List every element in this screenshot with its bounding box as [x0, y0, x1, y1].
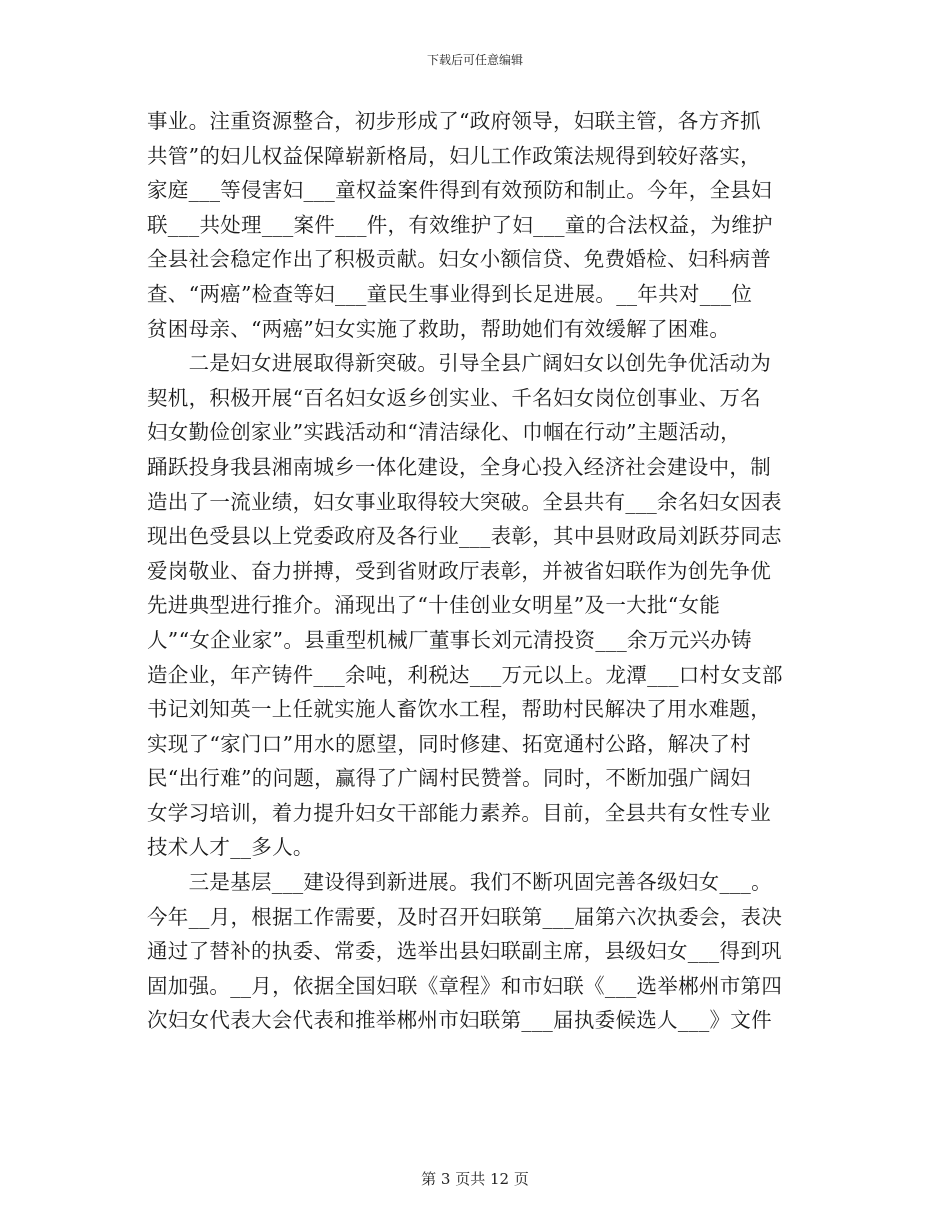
- page-header: 下载后可任意编辑: [426, 53, 523, 67]
- text-line: 造出了一流业绩，妇女事业取得较大突破。全县共有___余名妇女因表: [147, 489, 782, 514]
- text-line: 查、“两癌”检查等妇___童民生事业得到长足进展。__年共对___位: [147, 281, 753, 306]
- text-line: 女学习培训，着力提升妇女干部能力素养。目前，全县共有女性专业: [147, 800, 771, 825]
- text-line: 次妇女代表大会代表和推举郴州市妇联第___届执委候选人___》文件: [147, 1008, 772, 1033]
- text-line: 技术人才__多人。: [147, 835, 314, 860]
- text-line: 三是基层___建设得到新进展。我们不断巩固完善各级妇女___。: [147, 870, 772, 895]
- text-line: 造企业，年产铸件___余吨，利税达___万元以上。龙潭___口村女支部: [147, 662, 783, 687]
- text-line: 固加强。__月，依据全国妇联《章程》和市妇联《___选举郴州市第四: [147, 973, 783, 998]
- text-line: 实现了“家门口”用水的愿望，同时修建、拓宽通村公路，解决了村: [147, 731, 751, 756]
- text-line: 共管”的妇儿权益保障崭新格局，妇儿工作政策法规得到较好落实，: [147, 143, 761, 168]
- page-footer: 第 3 页共 12 页: [421, 1170, 529, 1188]
- text-line: 民“出行难”的问题，赢得了广阔村民赞誉。同时，不断加强广阔妇: [147, 766, 751, 791]
- text-line: 人”“女企业家”。县重型机械厂董事长刘元清投资___余万元兴办铸: [147, 627, 752, 652]
- text-line: 书记刘知英一上任就实施人畜饮水工程，帮助村民解决了用水难题，: [147, 697, 771, 722]
- text-line: 通过了替补的执委、常委，选举出县妇联副主席，县级妇女___得到巩: [147, 939, 782, 964]
- document-body: [147, 104, 807, 1038]
- text-line: 先进典型进行推介。涌现出了“十佳创业女明星”及一大批“女能: [147, 593, 721, 618]
- text-line: 现出色受县以上党委政府及各行业___表彰，其中县财政局刘跃芬同志: [147, 524, 782, 549]
- text-line: 今年__月，根据工作需要，及时召开妇联第___届第六次执委会，表决: [147, 904, 783, 929]
- text-line: 全县社会稳定作出了积极贡献。妇女小额信贷、免费婚检、妇科病普: [147, 247, 771, 272]
- text-line: 妇女勤俭创家业”实践活动和“清洁绿化、巾帼在行动”主题活动，: [147, 420, 741, 445]
- text-line: 贫困母亲、“两癌”妇女实施了救助，帮助她们有效缓解了困难。: [147, 316, 731, 341]
- text-line: 爱岗敬业、奋力拼搏，受到省财政厅表彰，并被省妇联作为创先争优: [147, 558, 771, 583]
- text-line: 二是妇女进展取得新突破。引导全县广阔妇女以创先争优活动为: [147, 351, 771, 376]
- text-line: 事业。注重资源整合，初步形成了“政府领导，妇联主管，各方齐抓: [147, 109, 761, 133]
- text-line: 联___共处理___案件___件，有效维护了妇___童的合法权益，为维护: [147, 212, 773, 237]
- text-line: 契机，积极开展“百名妇女返乡创实业、千名妇女岗位创事业、万名: [147, 385, 761, 410]
- text-line: 家庭___等侵害妇___童权益案件得到有效预防和制止。今年，全县妇: [147, 178, 772, 203]
- text-line: 踊跃投身我县湘南城乡一体化建设，全身心投入经济社会建设中，制: [147, 454, 771, 479]
